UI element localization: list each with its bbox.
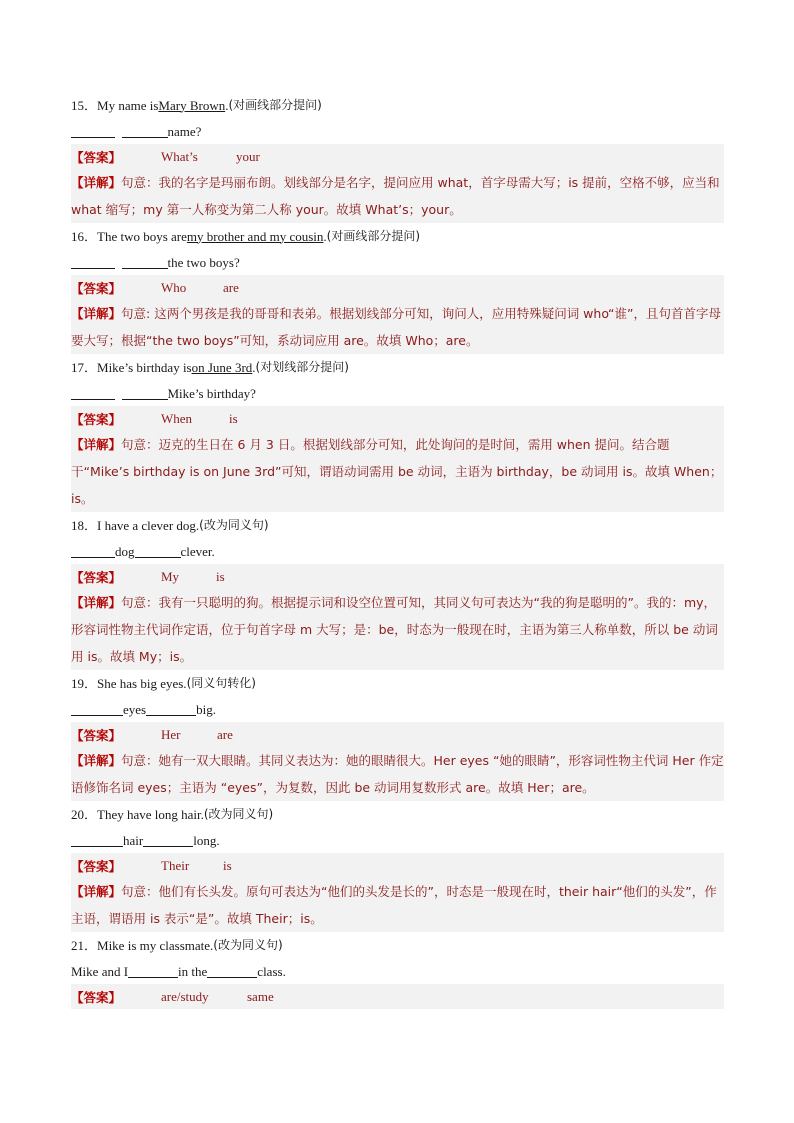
blank: [207, 964, 257, 978]
answer-row-15: 【答案】 What’s your: [71, 144, 724, 169]
blank: [71, 702, 123, 716]
blank: [146, 702, 196, 716]
question-16: 16． The two boys are my brother and my cousin . (对画线部分提问): [71, 228, 421, 244]
answer-row-21: 【答案】 are/study same: [71, 984, 724, 1009]
fill-line-21: Mike and I in the class.: [71, 963, 286, 979]
answer-1: Their: [161, 857, 190, 873]
question-19: 19． She has big eyes. (同义句转化): [71, 675, 256, 691]
blank: [122, 386, 168, 400]
answer-row-17: 【答案】 When is: [71, 406, 724, 431]
blank: [122, 255, 168, 269]
answer-2: same: [247, 988, 274, 1004]
detail-16: 【详解】句意: 这两个男孩是我的哥哥和表弟。根据划线部分可知，询问人，应用特殊疑问词 who“谁”，且句首首字母要大写；根据“the two boys”可知，系动词应用 are。故填 Who；are。: [71, 300, 724, 354]
answer-2: is: [216, 568, 225, 584]
underlined-part: on June 3rd: [191, 359, 253, 375]
answer-row-19: 【答案】 Her are: [71, 722, 724, 747]
underlined-part: my brother and my cousin: [186, 228, 324, 244]
fill-line-20: hair long.: [71, 827, 724, 853]
question-15: 15． My name is Mary Brown . (对画线部分提问): [71, 97, 322, 113]
question-17: 17． Mike’s birthday is on June 3rd . (对划线部分提问): [71, 359, 349, 375]
blank: [71, 124, 115, 138]
detail-18: 【详解】句意：我有一只聪明的狗。根据提示词和设空位置可知，其同义句可表达为“我的狗是聪明的”。我的：my，形容词性物主代词作定语，位于句首字母 m 大写；是：be，时态为一般现在时，主语为第三人称单数，所以 be 动词用 is。故填 My；is。: [71, 589, 724, 670]
answer-1: My: [161, 568, 180, 584]
fill-line-15: name?: [71, 118, 724, 144]
question-20: 20． They have long hair. (改为同义句): [71, 806, 274, 822]
answer-1: are/study: [161, 988, 209, 1004]
underlined-part: Mary Brown: [158, 97, 226, 113]
blank: [128, 964, 178, 978]
blank: [71, 833, 123, 847]
detail-15: 【详解】句意：我的名字是玛丽布朗。划线部分是名字，提问应用 what，首字母需大写；is 提前，空格不够，应当和 what 缩写；my 第一人称变为第二人称 your。故填 What’s；your。: [71, 169, 724, 223]
answer-1: Who: [161, 279, 187, 295]
fill-line-19: eyes big.: [71, 696, 724, 722]
answer-1: What’s: [161, 148, 198, 164]
answer-1: When: [161, 410, 193, 426]
blank: [135, 544, 181, 558]
answer-2: are: [217, 726, 233, 742]
blank: [71, 386, 115, 400]
answer-row-16: 【答案】 Who are: [71, 275, 724, 300]
answer-2: is: [223, 857, 232, 873]
answer-2: are: [223, 279, 239, 295]
exercise-page: [71, 92, 724, 1009]
blank: [143, 833, 193, 847]
detail-17: 【详解】句意：迈克的生日在 6 月 3 日。根据划线部分可知，此处询问的是时间，需用 when 提问。结合题干“Mike’s birthday is on June 3rd”可知，谓语动词需用 be 动词，主语为 birthday，be 动词用 is。故填 When；is。: [71, 431, 724, 512]
fill-line-16: the two boys?: [71, 249, 724, 275]
blank: [122, 124, 168, 138]
fill-line-18: dog clever.: [71, 538, 724, 564]
detail-19: 【详解】句意：她有一双大眼睛。其同义表达为：她的眼睛很大。Her eyes “她的眼睛”，形容词性物主代词 Her 作定语修饰名词 eyes；主语为 “eyes”，为复数，因此 be 动词用复数形式 are。故填 Her；are。: [71, 747, 724, 801]
answer-2: your: [236, 148, 260, 164]
blank: [71, 255, 115, 269]
question-21: 21． Mike is my classmate. (改为同义句): [71, 937, 283, 953]
answer-row-20: 【答案】 Their is: [71, 853, 724, 878]
answer-row-18: 【答案】 My is: [71, 564, 724, 589]
question-18: 18． I have a clever dog. (改为同义句): [71, 517, 269, 533]
answer-1: Her: [161, 726, 181, 742]
blank: [71, 544, 115, 558]
fill-line-17: Mike’s birthday?: [71, 380, 724, 406]
answer-2: is: [229, 410, 238, 426]
detail-20: 【详解】句意：他们有长头发。原句可表达为“他们的头发是长的”，时态是一般现在时，their hair“他们的头发”，作主语，谓语用 is 表示“是”。故填 Their；is。: [71, 878, 724, 932]
